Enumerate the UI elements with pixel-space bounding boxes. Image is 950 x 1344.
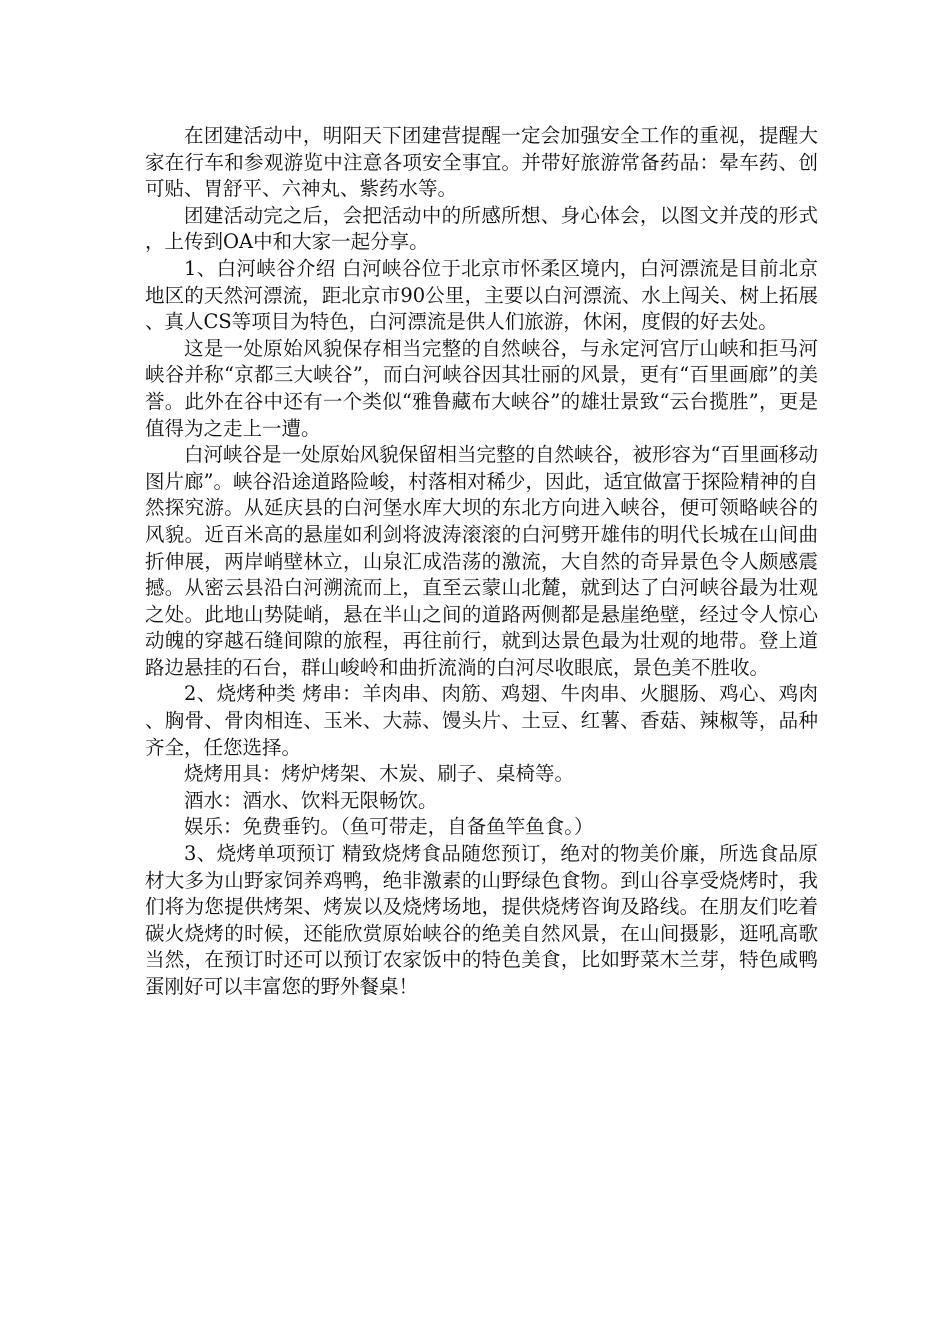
paragraph-bbq-booking: 3、烧烤单项预订 精致烧烤食品随您预订，绝对的物美价廉，所选食品原材大多为山野家饲养鸡鸭，绝非激素的山野绿色食物。到山谷享受烧烤时，我们将为您提供烤架、烤炭以及烧烤场地，提供烧烤咨询及路线。在朋友们吃着碳火烧烤的时候，还能欣赏原始峡谷的绝美自然风景，在山间摄影，逛吼高歌当然，在预订时还可以预订农家饭中的特色美食，比如野菜木兰芽，特色咸鸭蛋刚好可以丰富您的野外餐桌！	[145, 842, 818, 998]
document-body	[145, 123, 818, 1001]
paragraph-entertainment: 娱乐：免费垂钓。（鱼可带走，自备鱼竿鱼食。）	[184, 815, 594, 839]
paragraph-drinks: 酒水：酒水、饮料无限畅饮。	[184, 788, 438, 812]
paragraph-canyon-details: 白河峡谷是一处原始风貌保留相当完整的自然峡谷，被形容为“百里画移动图片廊”。峡谷沿途道路险峻，村落相对稀少，因此，适宜做富于探险精神的自然探究游。从延庆县的白河堡水库大坝的东北方向进入峡谷，便可领略峡谷的风貌。近百米高的悬崖如利剑将波涛滚滚的白河劈开雄伟的明代长城在山间曲折伸展，两岸峭壁林立，山泉汇成浩荡的激流，大自然的奇异景色令人颇感震撼。从密云县沿白河溯流而上，直至云蒙山北麓，就到达了白河峡谷最为壮观之处。此地山势陡峭，悬在半山之间的道路两侧都是悬崖绝壁，经过令人惊心动魄的穿越石缝间隙的旅程，再往前行，就到达景色最为壮观的地带。登上道路边悬挂的石台，群山峻岭和曲折流淌的白河尽收眼底，景色美不胜收。	[145, 443, 818, 679]
paragraph-bbq-tools: 烧烤用具：烤炉烤架、木炭、刷子、桌椅等。	[184, 762, 575, 786]
paragraph-safety-reminder: 在团建活动中，明阳天下团建营提醒一定会加强安全工作的重视，提醒大家在行车和参观游览中注意各项安全事宜。并带好旅游常备药品：晕车药、创可贴、胃舒平、六神丸、紫药水等。	[145, 124, 818, 201]
paragraph-canyon-scenery: 这是一处原始风貌保存相当完整的自然峡谷，与永定河宫厅山峡和拒马河峡谷并称“京都三大峡谷”，而白河峡谷因其壮丽的风景，更有“百里画廊”的美誉。此外在谷中还有一个类似“雅鲁藏布大峡谷”的雄壮景致“云台揽胜”，更是值得为之走上一遭。	[145, 336, 818, 440]
paragraph-sharing: 团建活动完之后，会把活动中的所感所想、身心体会，以图文并茂的形式，上传到OA中和大家一起分享。	[145, 203, 818, 254]
paragraph-bbq-types: 2、烧烤种类 烤串：羊肉串、肉筋、鸡翅、牛肉串、火腿肠、鸡心、鸡肉、胸骨、骨肉相连、玉米、大蒜、馒头片、土豆、红薯、香菇、辣椒等，品种齐全，任您选择。	[145, 682, 818, 759]
paragraph-baihe-intro: 1、白河峡谷介绍 白河峡谷位于北京市怀柔区境内，白河漂流是目前北京地区的天然河漂流，距北京市90公里，主要以白河漂流、水上闯关、树上拓展、真人CS等项目为特色，白河漂流是供人们旅游，休闲，度假的好去处。	[145, 256, 818, 334]
